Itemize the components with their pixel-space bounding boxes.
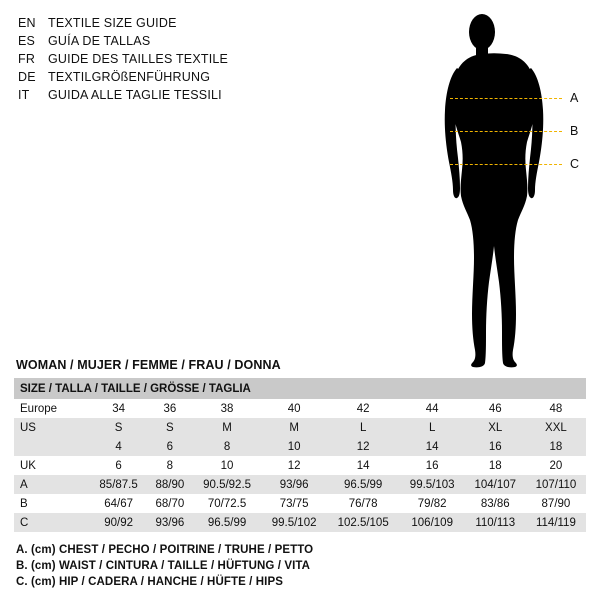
cell: 4	[90, 437, 147, 456]
cell: 107/110	[526, 475, 586, 494]
cell: 96.5/99	[193, 513, 262, 532]
cell: 34	[90, 399, 147, 418]
legend-line-b: B. (cm) WAIST / CINTURA / TAILLE / HÜFTUNG / VITA	[16, 560, 311, 572]
female-figure-diagram	[420, 6, 590, 376]
language-row-de	[18, 70, 318, 88]
legend-line-c: C. (cm) HIP / CADERA / HANCHE / HÜFTE / HIPS	[16, 576, 284, 588]
cell: 99.5/103	[400, 475, 465, 494]
cell: 18	[526, 437, 586, 456]
cell: 8	[147, 456, 192, 475]
table-row	[14, 475, 586, 494]
measure-line-hip	[450, 164, 562, 165]
cell: XL	[465, 418, 526, 437]
row-label: A	[14, 475, 90, 494]
female-body-silhouette-icon	[420, 6, 590, 376]
language-row-es	[18, 34, 318, 52]
cell: 79/82	[400, 494, 465, 513]
measure-line-waist	[450, 131, 562, 132]
cell: 110/113	[465, 513, 526, 532]
size-table	[14, 378, 586, 532]
cell: 102.5/105	[327, 513, 400, 532]
language-title: GUIDE DES TAILLES TEXTILE	[48, 52, 229, 66]
language-title: TEXTILGRÖßENFÜHRUNG	[48, 70, 211, 84]
language-title: TEXTILE SIZE GUIDE	[48, 16, 177, 30]
table-group-title: WOMAN / MUJER / FEMME / FRAU / DONNA	[16, 358, 281, 372]
cell: 96.5/99	[327, 475, 400, 494]
legend-line-a: A. (cm) CHEST / PECHO / POITRINE / TRUHE / PETTO	[16, 544, 314, 556]
measure-label-b: B	[570, 124, 579, 138]
cell: 16	[465, 437, 526, 456]
cell: 14	[327, 456, 400, 475]
row-label: C	[14, 513, 90, 532]
measure-label-c: C	[570, 157, 580, 171]
cell: 36	[147, 399, 192, 418]
cell: 73/75	[262, 494, 327, 513]
table-row	[14, 456, 586, 475]
row-label: Europe	[14, 399, 90, 418]
cell: 70/72.5	[193, 494, 262, 513]
cell: 16	[400, 456, 465, 475]
cell: 85/87.5	[90, 475, 147, 494]
cell: 14	[400, 437, 465, 456]
cell: 93/96	[262, 475, 327, 494]
size-table-area	[14, 358, 586, 532]
cell: S	[147, 418, 192, 437]
cell: 106/109	[400, 513, 465, 532]
table-row	[14, 494, 586, 513]
cell: 90/92	[90, 513, 147, 532]
cell: 104/107	[465, 475, 526, 494]
language-code: EN	[18, 16, 36, 30]
language-code: DE	[18, 70, 36, 84]
language-row-fr	[18, 52, 318, 70]
cell: 40	[262, 399, 327, 418]
measure-label-a: A	[570, 91, 579, 105]
cell: 10	[193, 456, 262, 475]
language-code: IT	[18, 88, 30, 102]
table-row	[14, 513, 586, 532]
cell: 10	[262, 437, 327, 456]
cell: 64/67	[90, 494, 147, 513]
cell: 6	[90, 456, 147, 475]
cell: 88/90	[147, 475, 192, 494]
table-row	[14, 418, 586, 437]
cell: 90.5/92.5	[193, 475, 262, 494]
cell: 42	[327, 399, 400, 418]
language-list	[18, 16, 318, 106]
cell: 76/78	[327, 494, 400, 513]
table-row	[14, 399, 586, 418]
cell: 44	[400, 399, 465, 418]
cell: 114/119	[526, 513, 586, 532]
cell: 48	[526, 399, 586, 418]
table-header-row	[14, 378, 586, 399]
cell: 46	[465, 399, 526, 418]
measurement-legend	[16, 542, 586, 590]
cell: 12	[327, 437, 400, 456]
language-title: GUIDA ALLE TAGLIE TESSILI	[48, 88, 222, 102]
language-code: FR	[18, 52, 36, 66]
cell: S	[90, 418, 147, 437]
measure-line-chest	[450, 98, 562, 99]
cell: 68/70	[147, 494, 192, 513]
cell: 8	[193, 437, 262, 456]
row-label: UK	[14, 456, 90, 475]
language-code: ES	[18, 34, 36, 48]
cell: L	[327, 418, 400, 437]
cell: 99.5/102	[262, 513, 327, 532]
table-row	[14, 437, 586, 456]
table-header-label: SIZE / TALLA / TAILLE / GRÖSSE / TAGLIA	[14, 378, 586, 399]
cell: 93/96	[147, 513, 192, 532]
language-row-en	[18, 16, 318, 34]
cell: 87/90	[526, 494, 586, 513]
language-row-it	[18, 88, 318, 106]
cell: XXL	[526, 418, 586, 437]
cell: M	[262, 418, 327, 437]
cell: M	[193, 418, 262, 437]
cell: 20	[526, 456, 586, 475]
cell: L	[400, 418, 465, 437]
cell: 18	[465, 456, 526, 475]
language-title: GUÍA DE TALLAS	[48, 34, 151, 48]
row-label	[14, 437, 90, 456]
cell: 38	[193, 399, 262, 418]
row-label: US	[14, 418, 90, 437]
cell: 12	[262, 456, 327, 475]
cell: 83/86	[465, 494, 526, 513]
cell: 6	[147, 437, 192, 456]
row-label: B	[14, 494, 90, 513]
